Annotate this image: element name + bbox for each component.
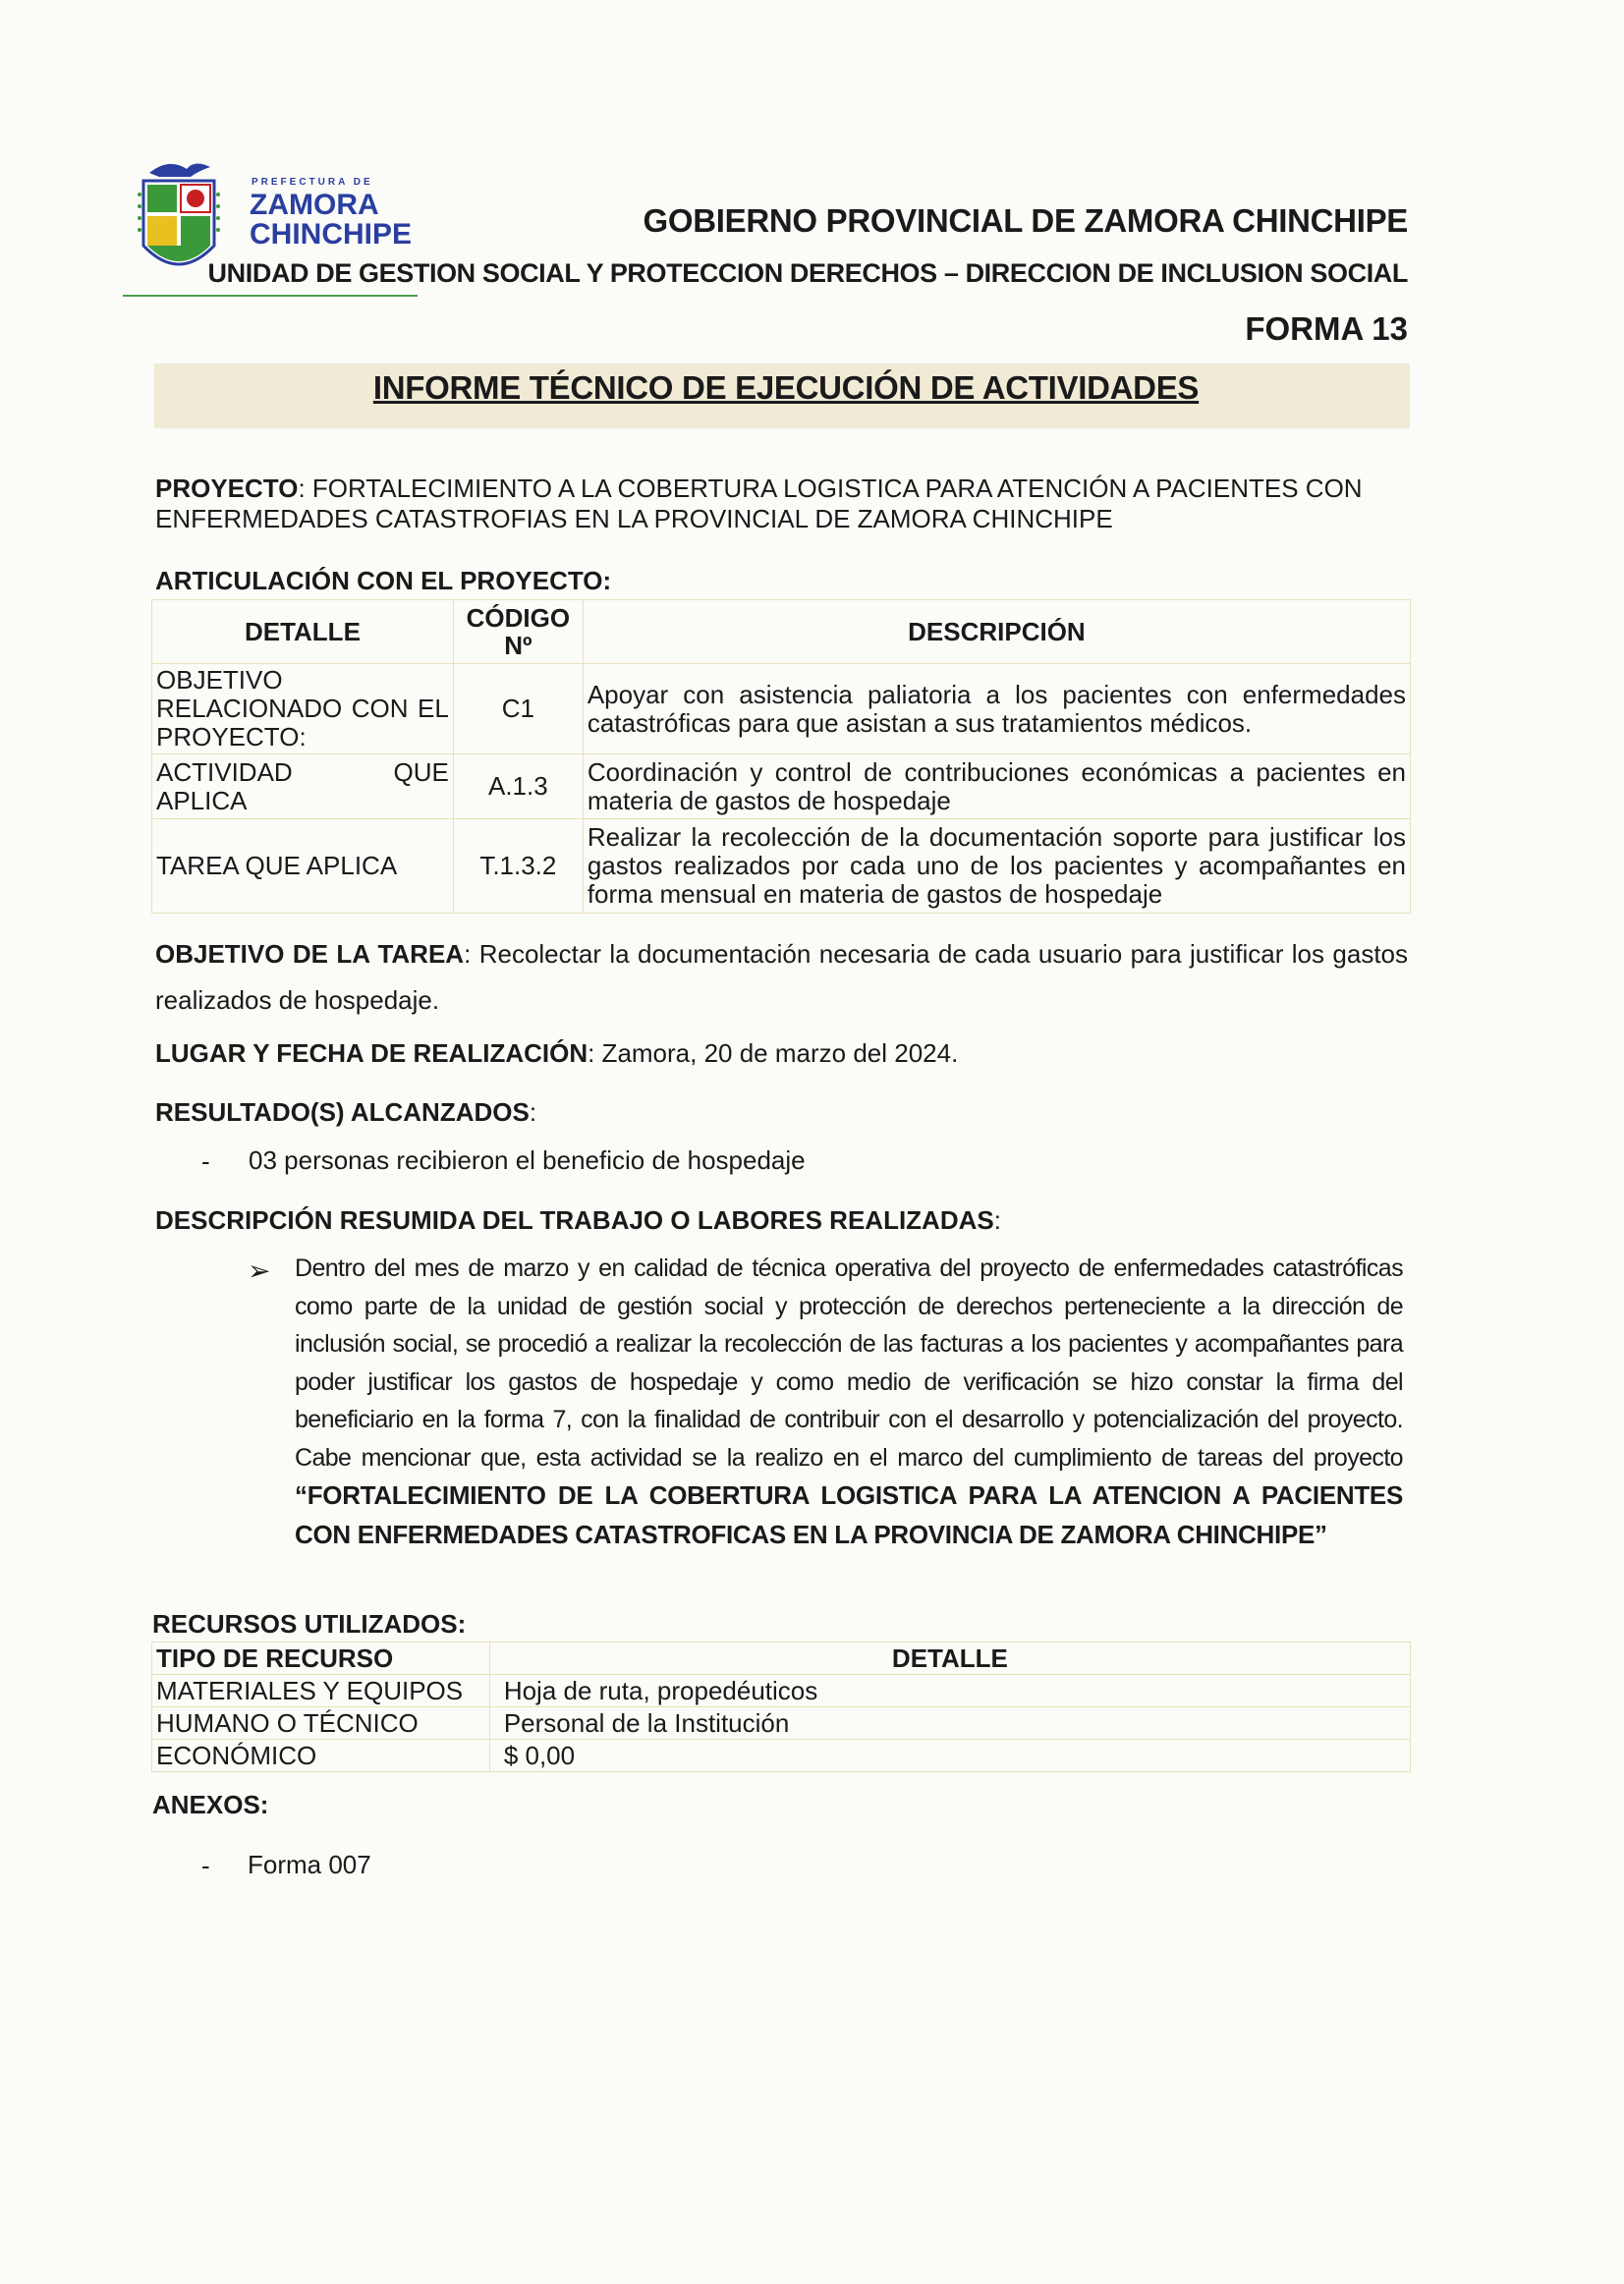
results-item: 03 personas recibieron el beneficio de hospedaje <box>249 1145 806 1175</box>
task-objective <box>155 931 1408 1024</box>
annexes-item: Forma 007 <box>248 1850 371 1879</box>
table-row <box>152 1707 1411 1740</box>
annexes-list-marker: - <box>201 1851 210 1880</box>
place-date-label: LUGAR Y FECHA DE REALIZACIÓN <box>155 1038 588 1068</box>
logo-underline <box>123 295 418 297</box>
table-row <box>152 1740 1411 1772</box>
task-objective-text: : Recolectar la documentación necesaria de cada usuario para justificar los gastos realizados de hospedaje. <box>155 939 1409 1015</box>
logo-text-zamora: ZAMORA <box>250 189 379 221</box>
row-detalle: Hoja de ruta, propedéuticos <box>489 1675 1410 1707</box>
row-detalle: TAREA QUE APLICA <box>152 819 454 914</box>
table-row <box>152 664 1411 754</box>
place-date-text: : Zamora, 20 de marzo del 2024. <box>588 1038 959 1068</box>
results-heading <box>155 1097 1408 1128</box>
resources-label: RECURSOS UTILIZADOS: <box>152 1609 467 1639</box>
row-descripcion: Realizar la recolección de la documentación soporte para justificar los gastos realizados por cada uno de los pacientes y acompañantes en forma mensual en materia de gastos de hospedaje <box>583 819 1410 914</box>
row-detalle: Personal de la Institución <box>489 1707 1410 1740</box>
row-descripcion: Coordinación y control de contribuciones económicas a pacientes en materia de gastos de hospedaje <box>583 754 1410 819</box>
articulation-table <box>151 599 1411 914</box>
description-text: Dentro del mes de marzo y en calidad de técnica operativa del proyecto de enfermedades catastróficas como parte de la unidad de gestión social y protección de derechos perteneciente a la dirección de inclusión social, se procedió a realizar la recolección de las facturas a los pacientes y acompañantes para poder justificar los gastos de hospedaje y como medio de verificación se hizo constar la firma del beneficiario en la forma 7, con la finalidad de contribuir con el desarrollo y potencialización del proyecto. Cabe mencionar que, esta actividad se la realizo en el marco del cumplimiento de tareas del proyecto <box>295 1254 1403 1472</box>
results-colon: : <box>529 1097 537 1127</box>
description-paragraph <box>295 1250 1403 1554</box>
row-descripcion: Apoyar con asistencia paliatoria a los pacientes con enfermedades catastróficas para que asistan a sus tratamientos médicos. <box>583 664 1410 754</box>
row-tipo: ECONÓMICO <box>152 1740 490 1772</box>
results-list-marker: - <box>201 1146 210 1176</box>
description-project-name: “FORTALECIMIENTO DE LA COBERTURA LOGISTICA PARA LA ATENCION A PACIENTES CON ENFERMEDADES CATASTROFICAS EN LA PROVINCIA DE ZAMORA CHINCHIPE” <box>295 1480 1403 1549</box>
header-detalle: DETALLE <box>489 1643 1410 1675</box>
header-detalle: DETALLE <box>152 600 454 664</box>
logo-small-text: PREFECTURA DE <box>252 177 373 188</box>
row-codigo: A.1.3 <box>453 754 583 819</box>
report-title: INFORME TÉCNICO DE EJECUCIÓN DE ACTIVIDADES <box>372 369 1200 406</box>
task-objective-label: OBJETIVO DE LA TAREA <box>155 939 465 969</box>
project-label: PROYECTO <box>155 474 299 503</box>
header-tipo: TIPO DE RECURSO <box>152 1643 490 1675</box>
row-detalle: $ 0,00 <box>489 1740 1410 1772</box>
resources-table <box>151 1642 1411 1772</box>
row-detalle: ACTIVIDAD QUE APLICA <box>152 754 454 819</box>
row-codigo: T.1.3.2 <box>453 819 583 914</box>
description-label: DESCRIPCIÓN RESUMIDA DEL TRABAJO O LABORES REALIZADAS <box>155 1205 994 1235</box>
table-row <box>152 819 1411 914</box>
place-date <box>155 1038 1408 1069</box>
row-codigo: C1 <box>453 664 583 754</box>
arrow-bullet-icon: ➢ <box>248 1255 271 1286</box>
form-number: FORMA 13 <box>1245 310 1408 347</box>
articulation-label: ARTICULACIÓN CON EL PROYECTO: <box>155 566 612 595</box>
government-title: GOBIERNO PROVINCIAL DE ZAMORA CHINCHIPE <box>643 202 1408 239</box>
project-section <box>155 474 1408 534</box>
results-label: RESULTADO(S) ALCANZADOS <box>155 1097 530 1127</box>
table-row <box>152 1675 1411 1707</box>
description-colon: : <box>993 1205 1001 1235</box>
table-row <box>152 754 1411 819</box>
description-heading <box>155 1205 1408 1236</box>
table-header-row <box>152 600 1411 664</box>
header-descripcion: DESCRIPCIÓN <box>583 600 1410 664</box>
project-text: : FORTALECIMIENTO A LA COBERTURA LOGISTICA PARA ATENCIÓN A PACIENTES CON ENFERMEDADES CATASTROFIAS EN LA PROVINCIAL DE ZAMORA CHINCHIPE <box>155 474 1363 533</box>
row-tipo: HUMANO O TÉCNICO <box>152 1707 490 1740</box>
row-tipo: MATERIALES Y EQUIPOS <box>152 1675 490 1707</box>
unit-title: UNIDAD DE GESTION SOCIAL Y PROTECCION DERECHOS – DIRECCION DE INCLUSION SOCIAL <box>207 258 1408 288</box>
header-codigo: CÓDIGO Nº <box>453 600 583 664</box>
table-header-row <box>152 1643 1411 1675</box>
annexes-label: ANEXOS: <box>152 1790 269 1819</box>
row-detalle: OBJETIVO RELACIONADO CON EL PROYECTO: <box>152 664 454 754</box>
logo-text-chinchipe: CHINCHIPE <box>250 218 413 251</box>
